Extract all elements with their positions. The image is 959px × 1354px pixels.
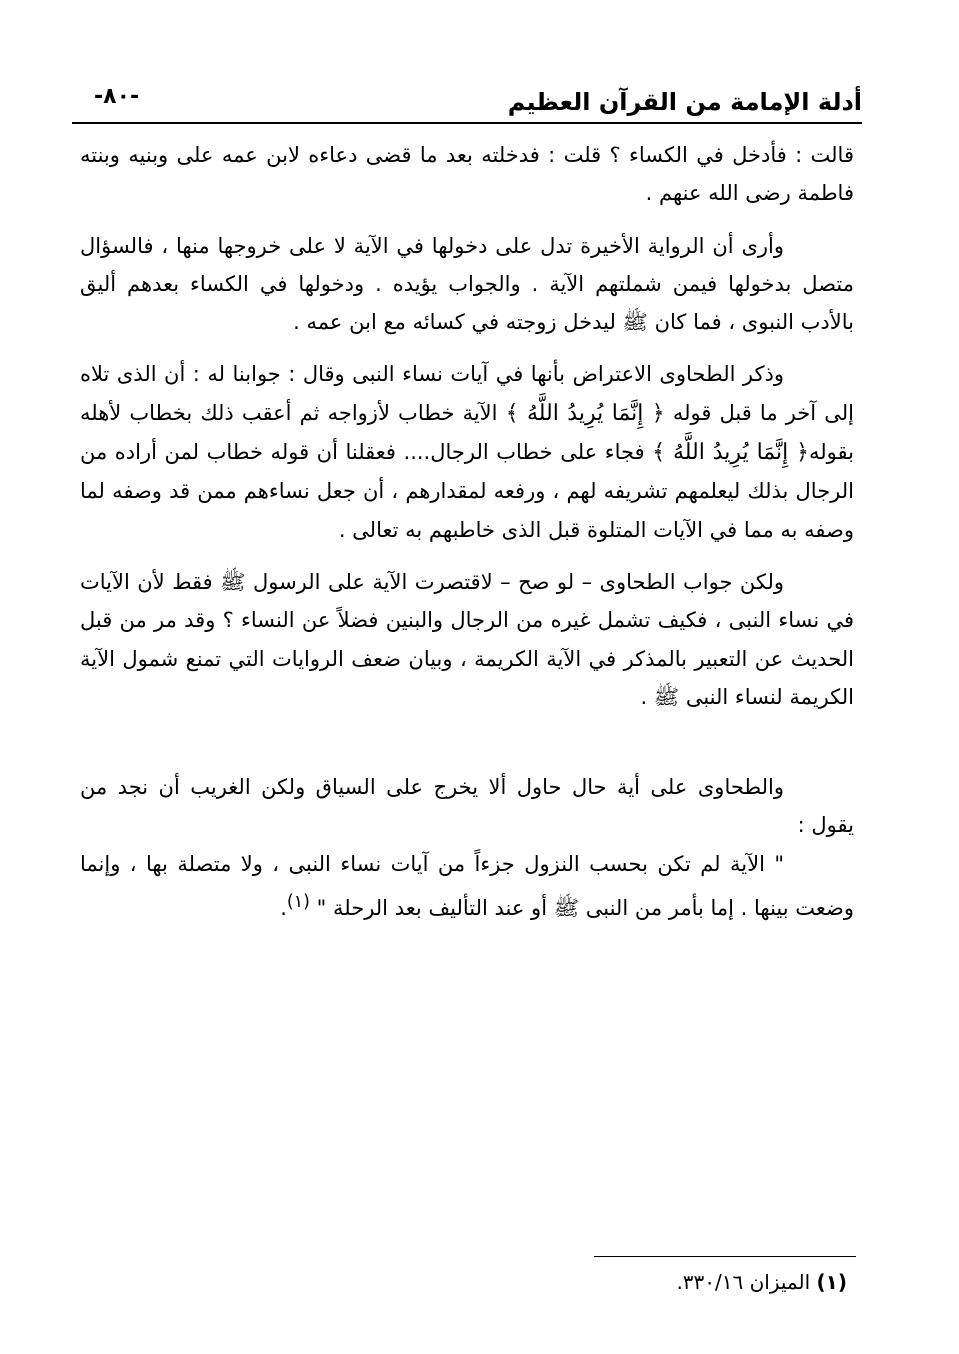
footnote-divider	[594, 1256, 856, 1257]
paragraph: والطحاوى على أية حال حاول ألا يخرج على السياق ولكن الغريب أن نجد من يقول :	[80, 775, 854, 838]
book-title: أدلة الإمامة من القرآن العظيم	[507, 88, 862, 116]
running-head	[72, 82, 862, 124]
paragraph	[80, 355, 854, 548]
quotation	[80, 845, 854, 928]
footnote-reference: (١)	[286, 892, 310, 913]
paragraph-text: الآية خطاب لأزواجه ثم أعقب ذلك بخطاب لأهله بقوله	[80, 400, 854, 465]
paragraph: وأرى أن الرواية الأخيرة تدل على دخولها في الآية لا على خروجها منها ، فالسؤال متصل بدخولها فيمن شملتهم الآية . والجواب يؤيده . ودخولها في الكساء بعدهم أليق بالأدب النبوى ، فما كان ﷺ ليدخل زوجته في كسائه مع ابن عمه .	[80, 233, 854, 335]
footnote-text: الميزان ٣٣٠/١٦.	[676, 1270, 811, 1294]
paragraph-text: وذكر الطحاوى الاعتراض بأنها في آيات نساء النبى وقال : جوابنا له : أن الذى تلاه إلى آخر ما قبل قوله	[80, 362, 854, 425]
footnote-number: (١)	[816, 1270, 847, 1294]
paragraph-text: فجاء على خطاب الرجال.... فعقلنا أن قوله خطاب لمن أراده من الرجال بذلك ليعلمهم تشريفه لهم ، ورفعه لمقدارهم ، أن جعل نساءهم ممن قد وصفه لما وصفه به مما في الآيات المتلوة قبل الذى خاطبهم به تعالى .	[80, 440, 854, 542]
quran-verse: ﴿ إِنَّمَا يُرِيدُ اللَّهُ ﴾	[505, 400, 665, 426]
footnote	[676, 1270, 847, 1294]
body-text	[80, 136, 854, 927]
quran-verse: ﴿ إِنَّمَا يُرِيدُ اللَّهُ ﴾	[652, 440, 809, 466]
quotation-end: .	[280, 896, 287, 921]
quotation-text: " الآية لم تكن بحسب النزول جزءاً من آيات نساء النبى ، ولا متصلة بها ، وإنما وضعت بينها . إما بأمر من النبى ﷺ أو عند التأليف بعد الرحلة "	[80, 851, 854, 921]
paragraph: ولكن جواب الطحاوى – لو صح – لاقتصرت الآية على الرسول ﷺ فقط لأن الآيات في نساء النبى ، فكيف تشمل غيره من الرجال والبنين فضلاً عن النساء ؟ وقد مر من قبل الحديث عن التعبير بالمذكر في الآية الكريمة ، وبيان ضعف الروايات التي تمنع شمول الآية الكريمة لنساء النبى ﷺ .	[80, 569, 854, 709]
page-number: -٨٠-	[94, 84, 140, 109]
paragraph: قالت : فأدخل في الكساء ؟ قلت : فدخلته بعد ما قضى دعاءه لابن عمه على وبنيه وبنته فاطمة رضى الله عنهم .	[80, 143, 854, 206]
